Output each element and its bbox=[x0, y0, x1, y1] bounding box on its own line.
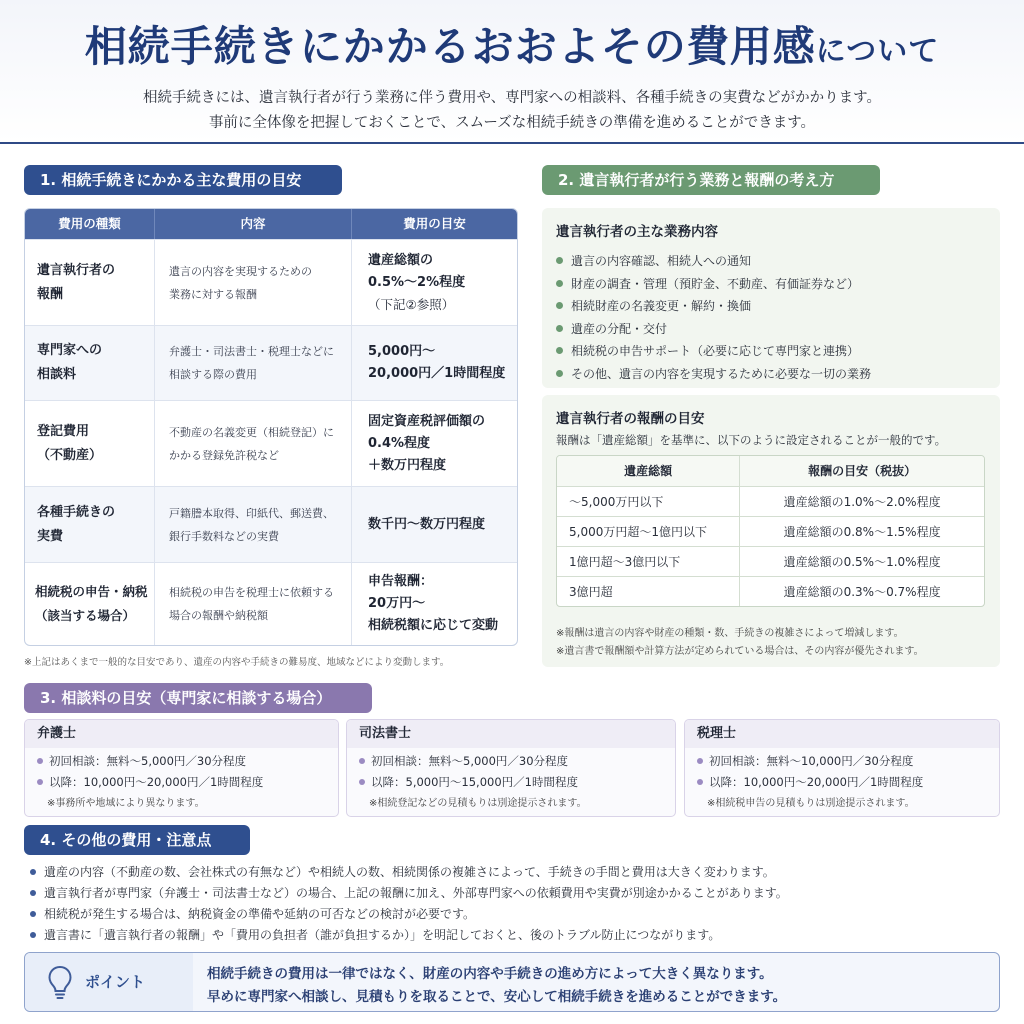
bullet-dot-icon bbox=[556, 280, 563, 287]
list-item: 相続税の申告サポート（必要に応じて専門家と連携） bbox=[556, 340, 871, 363]
card-line: 以降：10,000円〜20,000円／1時間程度 bbox=[685, 772, 999, 793]
bullet-dot-icon bbox=[37, 779, 43, 785]
list-item: 遺言書に「遺言執行者の報酬」や「費用の負担者（誰が負担するか）」を明記しておくと、後のトラブル防止につながります。 bbox=[30, 925, 788, 946]
lightbulb-icon bbox=[47, 965, 73, 1001]
reward-desc: 報酬は「遺産総額」を基準に、以下のように設定されることが一般的です。 bbox=[556, 433, 947, 447]
card-line: 初回相談：無料〜5,000円／30分程度 bbox=[25, 751, 338, 772]
fee-table-note: ※上記はあくまで一般的な目安であり、遺産の内容や手続きの難易度、地域などにより変動します。 bbox=[24, 657, 450, 668]
fee-table bbox=[24, 208, 518, 646]
reward-box bbox=[542, 395, 1000, 667]
list-item: 遺産の内容（不動産の数、会社株式の有無など）や相続人の数、相続関係の複雑さによって、手続きの手間と費用は大きく変わります。 bbox=[30, 862, 788, 883]
fee-type-cell: 登記費用 （不動産） bbox=[25, 401, 155, 486]
fee-type-cell: 専門家への 相談料 bbox=[25, 326, 155, 400]
bullet-dot-icon bbox=[30, 890, 36, 896]
list-item: 財産の調査・管理（預貯金、不動産、有価証券など） bbox=[556, 273, 871, 296]
reward-col-estate: 遺産総額 bbox=[557, 456, 740, 486]
table-row bbox=[25, 325, 517, 400]
card-line: 以降：10,000円〜20,000円／1時間程度 bbox=[25, 772, 338, 793]
section2-heading: 2. 遺言執行者が行う業務と報酬の考え方 bbox=[542, 165, 880, 195]
fee-cost-cell: 5,000円〜 20,000円／1時間程度 bbox=[368, 344, 506, 381]
fee-cost-cell: 申告報酬： 20万円〜 相続税額に応じて変動 bbox=[368, 574, 499, 633]
fee-type-cell: 各種手続きの 実費 bbox=[25, 487, 155, 562]
table-row bbox=[25, 239, 517, 325]
consult-card-lawyer bbox=[24, 719, 339, 817]
fee-table-header bbox=[25, 209, 517, 239]
fee-desc-cell: 不動産の名義変更（相続登記）に かかる登録免許税など bbox=[155, 401, 352, 486]
list-item: 遺言執行者が専門家（弁護士・司法書士など）の場合、上記の報酬に加え、外部専門家への依頼費用や実費が別途かかることがあります。 bbox=[30, 883, 788, 904]
section4-heading: 4. その他の費用・注意点 bbox=[24, 825, 250, 855]
list-item: その他、遺言の内容を実現するために必要な一切の業務 bbox=[556, 363, 871, 386]
other-notes-list bbox=[30, 862, 788, 946]
bullet-dot-icon bbox=[697, 779, 703, 785]
point-text-2: 早めに専門家へ相談し、見積もりを取ることで、安心して相続手続きを進めることができます。 bbox=[207, 989, 787, 1005]
table-row: 3億円超 遺産総額の0.3%〜0.7%程度 bbox=[557, 576, 984, 606]
list-item: 遺産の分配・交付 bbox=[556, 318, 871, 341]
page-title bbox=[0, 14, 1024, 74]
reward-note-1: ※報酬は遺言の内容や財産の種類・数、手続きの複雑さによって増減します。 bbox=[556, 628, 904, 639]
reward-table-header bbox=[557, 456, 984, 486]
card-note: ※相続登記などの見積もりは別途提示されます。 bbox=[369, 798, 587, 809]
reward-title: 遺言執行者の報酬の目安 bbox=[556, 411, 705, 427]
reward-col-fee: 報酬の目安（税抜） bbox=[808, 464, 917, 478]
fee-desc-cell: 戸籍謄本取得、印紙代、郵送費、 銀行手数料などの実費 bbox=[155, 487, 352, 562]
fee-desc-cell: 遺言の内容を実現するための 業務に対する報酬 bbox=[155, 240, 352, 325]
list-item: 相続財産の名義変更・解約・換価 bbox=[556, 295, 871, 318]
point-text-1: 相続手続きの費用は一律ではなく、財産の内容や手続きの進め方によって大きく異なります。 bbox=[207, 966, 773, 982]
fee-col-desc: 内容 bbox=[155, 209, 352, 239]
duties-title: 遺言執行者の主な業務内容 bbox=[556, 224, 718, 240]
fee-type-cell: 遺言執行者の 報酬 bbox=[25, 240, 155, 325]
card-title: 税理士 bbox=[685, 720, 999, 748]
table-row: 〜5,000万円以下 遺産総額の1.0%〜2.0%程度 bbox=[557, 486, 984, 516]
card-title: 司法書士 bbox=[347, 720, 675, 748]
table-row bbox=[25, 400, 517, 486]
card-note: ※事務所や地域により異なります。 bbox=[47, 798, 205, 809]
card-line: 初回相談：無料〜5,000円／30分程度 bbox=[347, 751, 675, 772]
bullet-dot-icon bbox=[30, 869, 36, 875]
fee-cost-cell: 固定資産税評価額の 0.4%程度 ＋数万円程度 bbox=[368, 413, 486, 473]
bullet-dot-icon bbox=[556, 302, 563, 309]
bullet-dot-icon bbox=[359, 779, 365, 785]
section1-heading: 1. 相続手続きにかかる主な費用の目安 bbox=[24, 165, 342, 195]
duties-list bbox=[556, 250, 871, 385]
point-box bbox=[24, 952, 1000, 1012]
table-row: 5,000万円超〜1億円以下 遺産総額の0.8%〜1.5%程度 bbox=[557, 516, 984, 546]
bullet-dot-icon bbox=[556, 370, 563, 377]
bullet-dot-icon bbox=[556, 325, 563, 332]
fee-type-cell: 相続税の申告・納税 （該当する場合） bbox=[25, 563, 155, 645]
lead-text-1: 相続手続きには、遺言執行者が行う業務に伴う費用や、専門家への相談料、各種手続きの実費などがかかります。 bbox=[142, 90, 882, 106]
fee-cost-cell: 遺産総額の 0.5%〜2%程度 （下記②参照） bbox=[368, 252, 466, 312]
bullet-dot-icon bbox=[359, 758, 365, 764]
bullet-dot-icon bbox=[697, 758, 703, 764]
page-title-suffix: について bbox=[815, 34, 940, 69]
bullet-dot-icon bbox=[37, 758, 43, 764]
bullet-dot-icon bbox=[556, 257, 563, 264]
reward-note-2: ※遺言書で報酬額や計算方法が定められている場合は、その内容が優先されます。 bbox=[556, 646, 924, 657]
lead-text-2: 事前に全体像を把握しておくことで、スムーズな相続手続きの準備を進めることができます。 bbox=[208, 115, 816, 131]
card-line: 初回相談：無料〜10,000円／30分程度 bbox=[685, 751, 999, 772]
point-label: ポイント bbox=[85, 973, 146, 991]
fee-col-type: 費用の種類 bbox=[25, 209, 155, 239]
card-note: ※相続税申告の見積もりは別途提示されます。 bbox=[707, 798, 915, 809]
table-row bbox=[25, 486, 517, 562]
reward-table bbox=[556, 455, 985, 607]
section3-heading: 3. 相談料の目安（専門家に相談する場合） bbox=[24, 683, 372, 713]
bullet-dot-icon bbox=[556, 347, 563, 354]
card-title: 弁護士 bbox=[25, 720, 338, 748]
consult-card-scrivener bbox=[346, 719, 676, 817]
fee-col-cost: 費用の目安 bbox=[403, 216, 466, 231]
table-row: 1億円超〜3億円以下 遺産総額の0.5%〜1.0%程度 bbox=[557, 546, 984, 576]
list-item: 相続税が発生する場合は、納税資金の準備や延納の可否などの検討が必要です。 bbox=[30, 904, 788, 925]
bullet-dot-icon bbox=[30, 932, 36, 938]
bullet-dot-icon bbox=[30, 911, 36, 917]
point-label-area bbox=[25, 953, 193, 1012]
page-header bbox=[0, 0, 1024, 144]
table-row bbox=[25, 562, 517, 645]
list-item: 遺言の内容確認、相続人への通知 bbox=[556, 250, 871, 273]
page-title-main: 相続手続きにかかるおおよその費用感 bbox=[84, 22, 816, 71]
fee-cost-cell: 数千円〜数万円程度 bbox=[368, 516, 486, 532]
fee-desc-cell: 相続税の申告を税理士に依頼する 場合の報酬や納税額 bbox=[155, 563, 352, 645]
consult-card-tax-accountant bbox=[684, 719, 1000, 817]
card-line: 以降：5,000円〜15,000円／1時間程度 bbox=[347, 772, 675, 793]
duties-box bbox=[542, 208, 1000, 388]
fee-desc-cell: 弁護士・司法書士・税理士などに 相談する際の費用 bbox=[155, 326, 352, 400]
